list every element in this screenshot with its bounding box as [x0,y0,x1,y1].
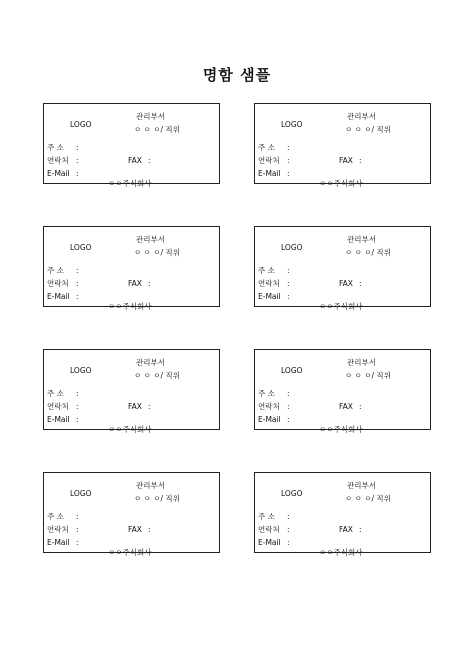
card-fax-label: FAX [128,525,142,534]
card-phone-colon: : [287,279,290,288]
card-name-title: ㅇ ㅇ ㅇ/ 직위 [134,371,180,380]
business-card [43,472,220,557]
card-phone-label: 연락처 [258,525,280,534]
card-phone-colon: : [287,156,290,165]
card-phone-label: 연락처 [47,156,69,165]
card-department: 관리부서 [347,481,376,490]
card-email-label: E-Mail [258,169,281,178]
card-logo: LOGO [70,120,92,129]
card-fax-label: FAX [339,402,353,411]
card-fax-label: FAX [339,156,353,165]
business-card [254,349,431,434]
card-name-title: ㅇ ㅇ ㅇ/ 직위 [134,248,180,257]
card-email-label: E-Mail [258,292,281,301]
card-fax-colon: : [359,525,362,534]
card-email-label: E-Mail [258,538,281,547]
card-department: 관리부서 [347,358,376,367]
card-phone-label: 연락처 [47,402,69,411]
card-phone-colon: : [76,279,79,288]
card-address-colon: : [287,512,290,521]
card-address-colon: : [287,143,290,152]
card-address-label: 주 소 [47,389,64,398]
card-fax-colon: : [359,279,362,288]
business-card [43,103,220,188]
page-title: 명함 샘플 [202,66,272,84]
card-fax-label: FAX [128,156,142,165]
card-company: ㅇㅇ주식회사 [319,425,363,434]
card-logo: LOGO [281,243,303,252]
business-card [254,103,431,188]
card-phone-label: 연락처 [47,279,69,288]
card-company: ㅇㅇ주식회사 [319,302,363,311]
card-phone-colon: : [76,156,79,165]
card-email-label: E-Mail [47,415,70,424]
card-company: ㅇㅇ주식회사 [108,425,152,434]
card-address-label: 주 소 [258,512,275,521]
card-fax-colon: : [148,525,151,534]
card-phone-colon: : [76,525,79,534]
card-department: 관리부서 [136,358,165,367]
card-address-colon: : [76,512,79,521]
card-fax-colon: : [359,156,362,165]
card-department: 관리부서 [347,112,376,121]
business-card [43,226,220,311]
card-fax-colon: : [359,402,362,411]
card-email-colon: : [76,292,79,301]
card-logo: LOGO [281,120,303,129]
card-logo: LOGO [70,243,92,252]
card-phone-label: 연락처 [47,525,69,534]
card-email-colon: : [287,415,290,424]
card-email-label: E-Mail [47,538,70,547]
card-logo: LOGO [281,489,303,498]
card-phone-label: 연락처 [258,156,280,165]
card-email-label: E-Mail [47,292,70,301]
business-card [254,472,431,557]
card-name-title: ㅇ ㅇ ㅇ/ 직위 [134,494,180,503]
card-email-colon: : [76,169,79,178]
card-phone-label: 연락처 [258,402,280,411]
card-department: 관리부서 [136,112,165,121]
card-department: 관리부서 [136,481,165,490]
card-company: ㅇㅇ주식회사 [108,548,152,557]
card-company: ㅇㅇ주식회사 [108,179,152,188]
card-email-colon: : [287,538,290,547]
card-phone-colon: : [76,402,79,411]
card-company: ㅇㅇ주식회사 [108,302,152,311]
card-address-label: 주 소 [47,512,64,521]
business-card [43,349,220,434]
card-fax-label: FAX [339,525,353,534]
card-name-title: ㅇ ㅇ ㅇ/ 직위 [345,371,391,380]
card-address-label: 주 소 [258,143,275,152]
card-fax-label: FAX [128,279,142,288]
card-email-colon: : [287,292,290,301]
card-phone-colon: : [287,402,290,411]
card-address-colon: : [76,143,79,152]
card-address-label: 주 소 [258,389,275,398]
card-email-colon: : [76,538,79,547]
card-company: ㅇㅇ주식회사 [319,179,363,188]
card-name-title: ㅇ ㅇ ㅇ/ 직위 [345,494,391,503]
business-card [254,226,431,311]
card-fax-colon: : [148,279,151,288]
card-address-label: 주 소 [258,266,275,275]
card-address-label: 주 소 [47,266,64,275]
card-fax-colon: : [148,156,151,165]
card-name-title: ㅇ ㅇ ㅇ/ 직위 [345,248,391,257]
card-email-colon: : [287,169,290,178]
card-address-colon: : [287,266,290,275]
card-logo: LOGO [70,366,92,375]
card-name-title: ㅇ ㅇ ㅇ/ 직위 [345,125,391,134]
card-address-label: 주 소 [47,143,64,152]
card-fax-label: FAX [128,402,142,411]
card-department: 관리부서 [136,235,165,244]
card-logo: LOGO [70,489,92,498]
card-phone-label: 연락처 [258,279,280,288]
card-address-colon: : [287,389,290,398]
card-email-colon: : [76,415,79,424]
card-fax-label: FAX [339,279,353,288]
card-fax-colon: : [148,402,151,411]
card-email-label: E-Mail [258,415,281,424]
card-address-colon: : [76,389,79,398]
card-company: ㅇㅇ주식회사 [319,548,363,557]
card-phone-colon: : [287,525,290,534]
card-logo: LOGO [281,366,303,375]
card-department: 관리부서 [347,235,376,244]
card-email-label: E-Mail [47,169,70,178]
card-address-colon: : [76,266,79,275]
business-card-grid [43,103,431,557]
card-name-title: ㅇ ㅇ ㅇ/ 직위 [134,125,180,134]
